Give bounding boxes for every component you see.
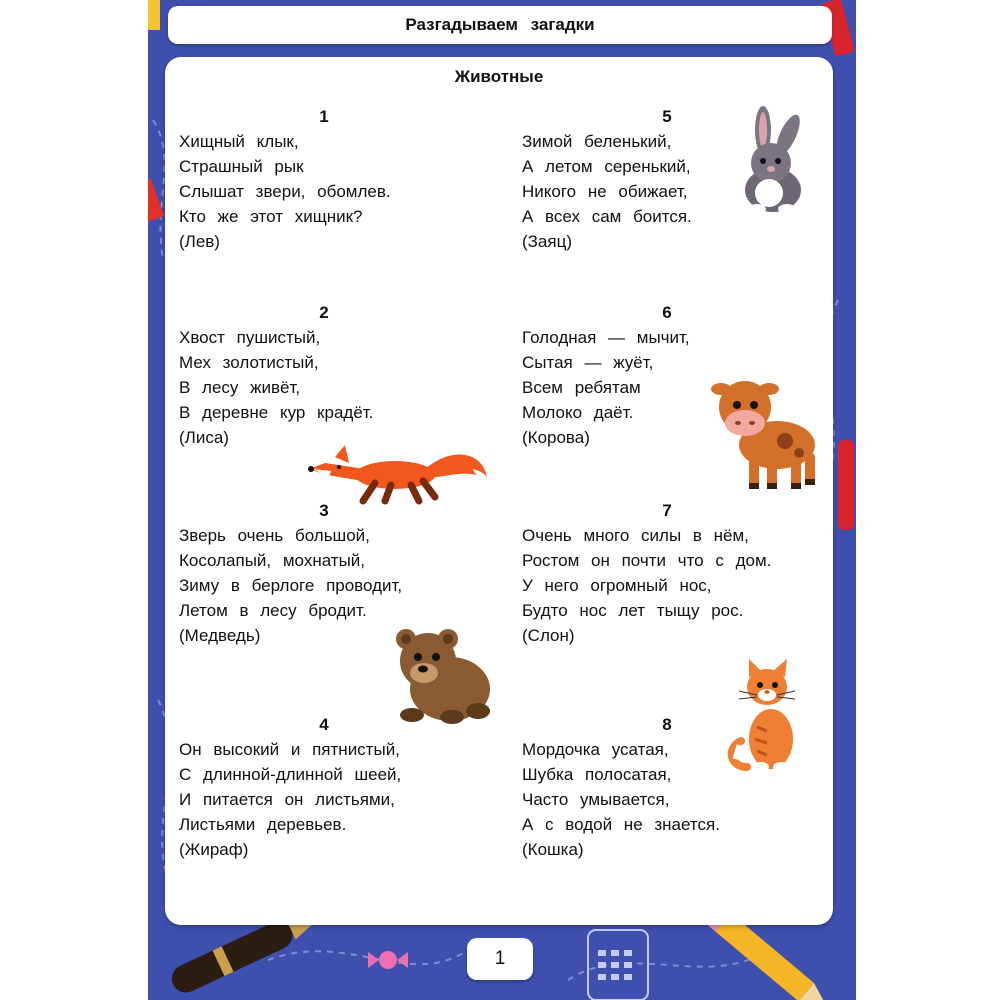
riddle-line: Страшный рык [179,157,304,176]
riddle-line: Часто умывается, [522,790,670,809]
riddle-line: С длинной-длинной шеей, [179,765,402,784]
riddle-line: А с водой не знается. [522,815,720,834]
page-number-label: 1 [494,948,506,969]
riddle-line: А летом серенький, [522,157,691,176]
riddle-line: Зверь очень большой, [179,526,370,545]
page-number [467,938,533,980]
riddle-line: И питается он листьями, [179,790,395,809]
riddle-line: Летом в лесу бродит. [179,601,367,620]
hare-icon [733,105,813,215]
riddle-7 [522,499,842,648]
riddle-line: Молоко даёт. [522,403,634,422]
riddle-line: Зиму в берлоге проводит, [179,576,403,595]
riddle-answer: (Медведь) [179,626,261,645]
riddle-line: Сытая — жуёт, [522,353,654,372]
cow-icon [707,365,827,495]
riddle-number: 6 [662,303,672,322]
riddle-line: Слышат звери, обомлев. [179,182,391,201]
riddle-number: 2 [319,303,329,322]
riddle-line: В лесу живёт, [179,378,301,397]
fox-icon [305,439,490,507]
riddle-answer: (Лев) [179,232,220,251]
riddle-line: Косолапый, мохнатый, [179,551,366,570]
riddle-answer: (Заяц) [522,232,572,251]
riddle-number: 5 [662,107,672,126]
riddle-line: Ростом он почти что с дом. [522,551,772,570]
riddle-line: Всем ребятам [522,378,641,397]
riddle-line: У него огромный нос, [522,576,712,595]
riddle-4 [179,713,499,862]
riddle-line: Хищный клык, [179,132,299,151]
riddle-answer: (Слон) [522,626,575,645]
riddle-answer: (Лиса) [179,428,229,447]
riddle-line: Мех золотистый, [179,353,319,372]
riddle-answer: (Кошка) [522,840,584,859]
riddle-number: 7 [662,501,672,520]
riddle-line: Очень много силы в нём, [522,526,749,545]
riddle-line: Зимой беленький, [522,132,672,151]
riddle-line: Никого не обижает, [522,182,688,201]
riddle-line: В деревне кур крадёт. [179,403,374,422]
riddle-number: 8 [662,715,672,734]
riddles-card [165,57,833,925]
riddle-answer: (Жираф) [179,840,249,859]
riddle-2 [179,301,499,450]
riddle-line: Он высокий и пятнистый, [179,740,400,759]
cat-icon [727,657,807,777]
riddle-number: 1 [319,107,329,126]
riddle-line: А всех сам боится. [522,207,692,226]
section-title: Животные [454,67,544,86]
riddle-line: Будто нос лет тыщу рос. [522,601,744,620]
riddle-answer: (Корова) [522,428,590,447]
riddle-line: Хвост пушистый, [179,328,321,347]
riddle-line: Голодная — мычит, [522,328,690,347]
riddle-line: Кто же этот хищник? [179,207,363,226]
riddle-number: 4 [319,715,329,734]
page-title: Разгадываем загадки [405,15,595,34]
bear-icon [390,625,495,725]
riddle-line: Листьями деревьев. [179,815,347,834]
riddle-number: 3 [319,501,329,520]
page-header [168,6,832,44]
riddle-line: Шубка полосатая, [522,765,672,784]
riddle-1 [179,105,499,254]
riddle-line: Мордочка усатая, [522,740,669,759]
